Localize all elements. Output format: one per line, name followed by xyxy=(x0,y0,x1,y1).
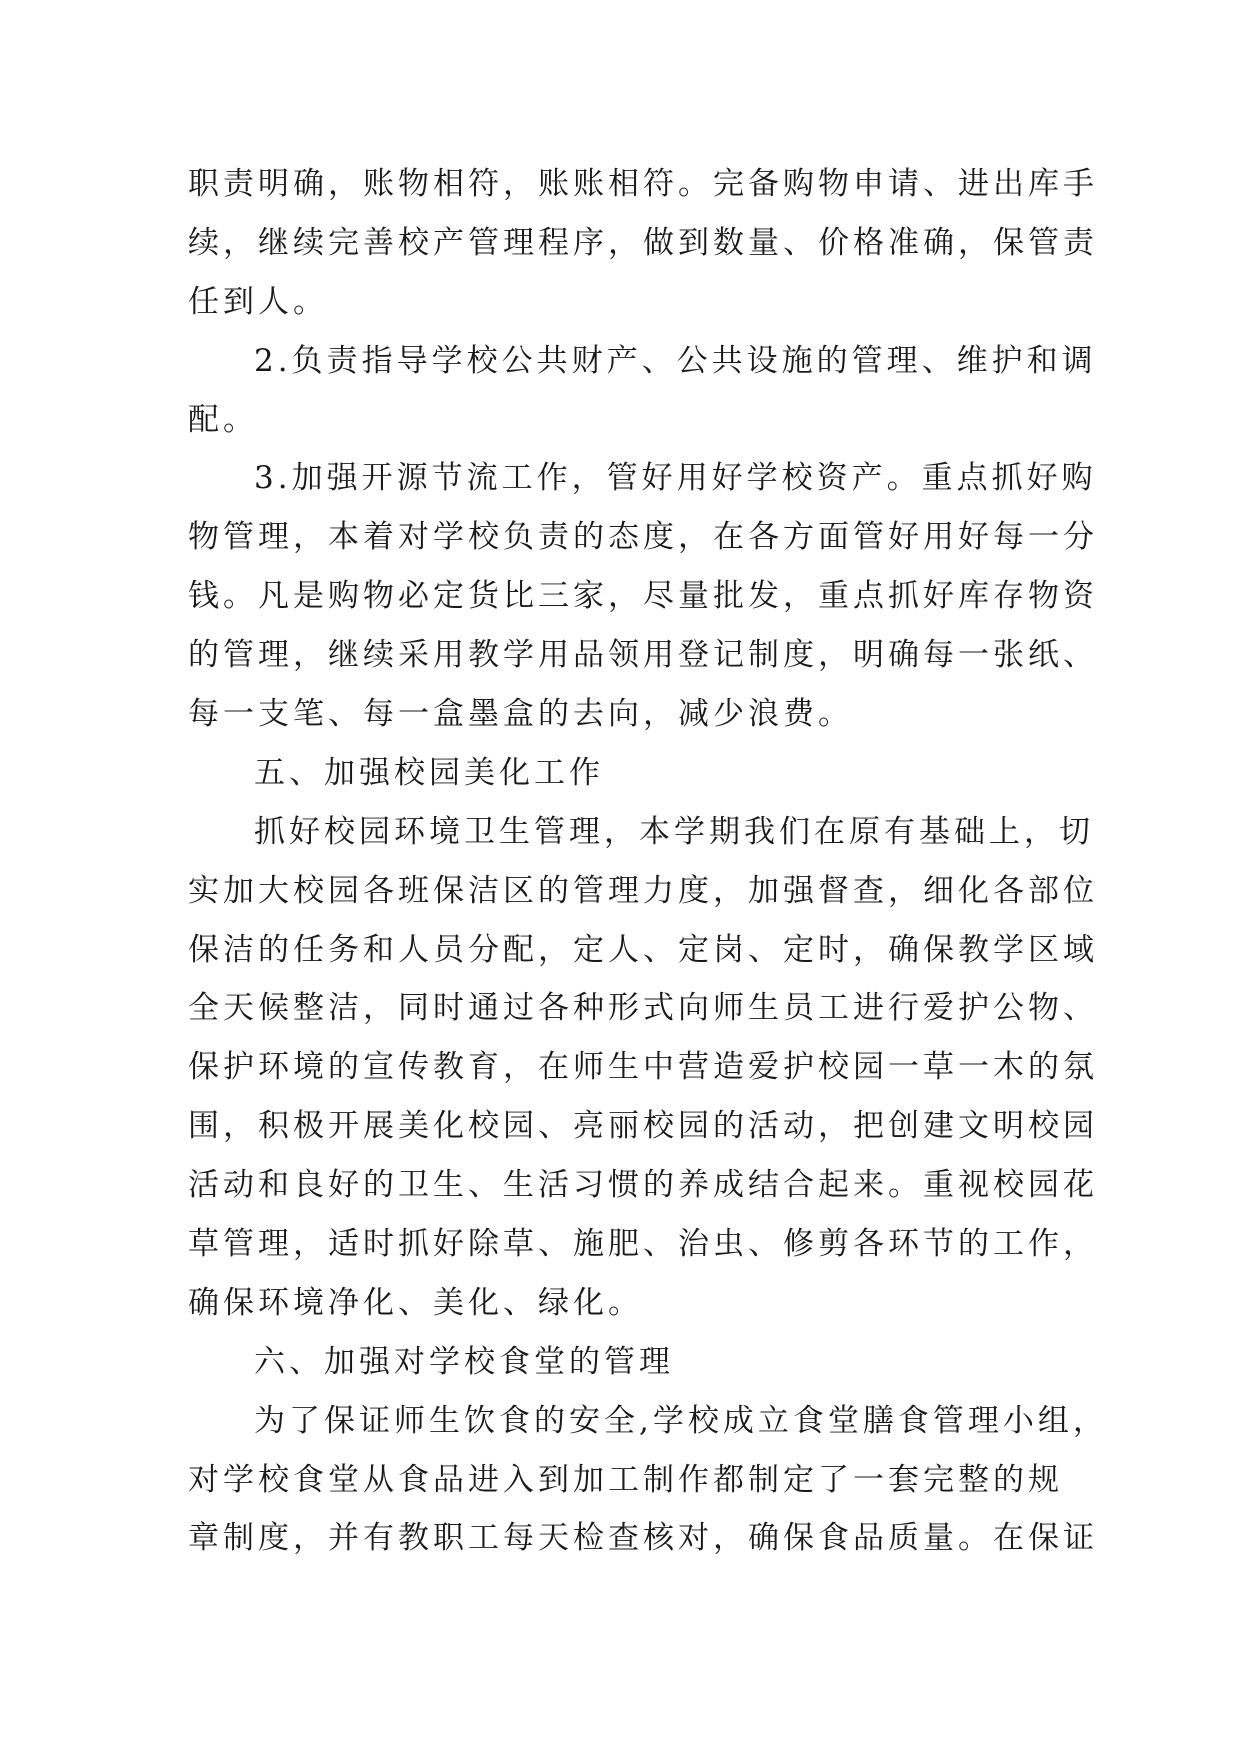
section-heading: 五、加强校园美化工作 xyxy=(254,754,604,791)
text-line: 草管理，适时抓好除草、施肥、治虫、修剪各环节的工作， xyxy=(188,1226,1098,1263)
text-line: 续，继续完善校产管理程序，做到数量、价格准确，保管责 xyxy=(188,224,1098,261)
text-line: 围，积极开展美化校园、亮丽校园的活动，把创建文明校园 xyxy=(188,1108,1098,1145)
text-line: 全天候整洁，同时通过各种形式向师生员工进行爱护公物、 xyxy=(188,990,1098,1027)
section-heading: 六、加强对学校食堂的管理 xyxy=(254,1343,674,1380)
text-line: 每一支笔、每一盒墨盒的去向，减少浪费。 xyxy=(188,696,853,733)
text-line: 物管理，本着对学校负责的态度，在各方面管好用好每一分 xyxy=(188,519,1098,556)
text-line: 保护环境的宣传教育，在师生中营造爱护校园一草一木的氛 xyxy=(188,1049,1098,1086)
text-line: 确保环境净化、美化、绿化。 xyxy=(188,1284,643,1321)
text-line: 任到人。 xyxy=(188,283,328,320)
text-line: 活动和良好的卫生、生活习惯的养成结合起来。重视校园花 xyxy=(188,1167,1098,1204)
text-line: 章制度，并有教职工每天检查核对，确保食品质量。在保证 xyxy=(188,1520,1098,1557)
text-line: 钱。凡是购物必定货比三家，尽量批发，重点抓好库存物资 xyxy=(188,578,1098,615)
text-line: 3.加强开源节流工作，管好用好学校资产。重点抓好购 xyxy=(254,460,1097,497)
text-line: 为了保证师生饮食的安全,学校成立食堂膳食管理小组， xyxy=(254,1402,1108,1439)
text-line: 实加大校园各班保洁区的管理力度，加强督查，细化各部位 xyxy=(188,872,1098,909)
document-body xyxy=(188,155,1108,1568)
text-line: 职责明确，账物相符，账账相符。完备购物申请、进出库手 xyxy=(188,166,1098,202)
text-line: 抓好校园环境卫生管理，本学期我们在原有基础上，切 xyxy=(254,813,1094,850)
text-line: 保洁的任务和人员分配，定人、定岗、定时，确保教学区域 xyxy=(188,931,1098,968)
text-line: 2.负责指导学校公共财产、公共设施的管理、维护和调 xyxy=(254,342,1097,379)
text-line: 对学校食堂从食品进入到加工制作都制定了一套完整的规 xyxy=(188,1461,1063,1498)
text-line: 的管理，继续采用教学用品领用登记制度，明确每一张纸、 xyxy=(188,637,1098,674)
text-line: 配。 xyxy=(188,401,258,438)
